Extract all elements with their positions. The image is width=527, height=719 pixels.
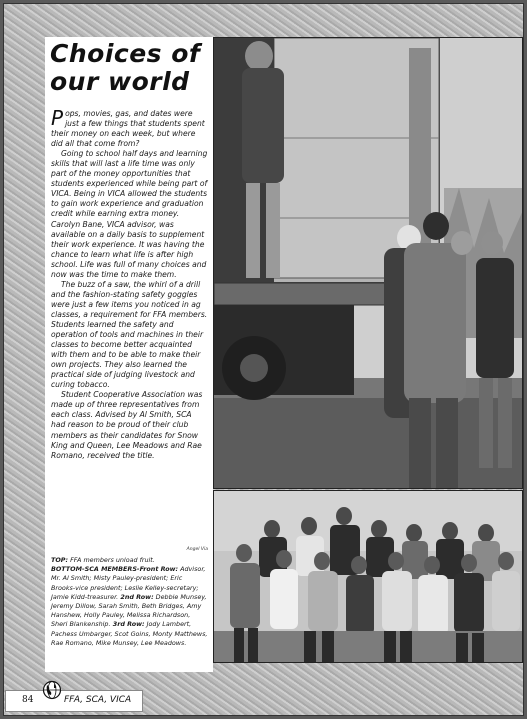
section-label: FFA, SCA, VICA xyxy=(64,695,132,705)
top-photo-illustration xyxy=(214,38,523,489)
caption-row3: Jody Lambert, Pachess Umbarger, Scot Goins, Monty Matthews, Rae Romano, Mike Munsey, Lee Meadows. xyxy=(51,620,208,647)
bottom-photo xyxy=(213,490,523,663)
top-photo xyxy=(213,37,523,489)
caption-row2: Debbie Munsey, Jeremy Dillow, Sarah Smith, Beth Bridges, Amy Hanshew, Holly Pauley, Melissa Richardson, Sheri Blankenship. xyxy=(51,592,207,629)
bottom-photo-illustration xyxy=(214,491,523,663)
photo-caption xyxy=(51,556,208,648)
page-number: 84 xyxy=(22,695,34,705)
paragraph-1: Pops, movies, gas, and dates were just a few things that students spent their money on each week, but where did all that come from? xyxy=(51,106,205,149)
paragraph-3: The buzz of a saw, the whirl of a drill and the fashion-stating safety goggles were just a few items you noticed in ag classes, a requirement for FFA members. Students learned the safety and operation of tools and machines in their classes to become better acquainted with them and to be able to make their own projects. They also learned the practical side of judging livestock and curing tobacco. xyxy=(51,279,208,390)
caption-row2-label: 2nd Row: xyxy=(118,592,154,601)
caption-top-text: FFA members unload fruit. xyxy=(68,556,155,564)
globe-icon xyxy=(42,680,62,700)
caption-front-row: Advisor, Mr. Al Smith; Misty Pauley-president; Eric Brooks-vice president; Leslie Kelley-secretary; Jamie Kidd-treasurer. xyxy=(51,565,206,601)
caption-row3-label: 3rd Row: xyxy=(110,620,145,629)
page-title: Choices of our world xyxy=(50,39,201,96)
paragraph-4: Student Cooperative Association was made up of three representatives from each class. Advised by Al Smith, SCA had reason to be proud of their club members as their candidates for Snow King and Queen, Lee Meadows and Rae Romano, received the title. xyxy=(51,390,203,460)
paragraph-2: Going to school half days and learning skills that will last a life time was only part of the money opportunities that students experienced while being part of VICA. Being in VICA allowed the students to gain work experience and graduation credit while earning extra money. Carolyn Bane, VICA advisor, was available on a daily basis to supplement their work experience. It was having the chance to learn what life is after high school. Life was full of many choices and now was the time to make them. xyxy=(51,149,208,279)
drop-cap: P xyxy=(51,106,64,130)
article-body xyxy=(51,106,208,461)
caption-bottom-label: BOTTOM-SCA MEMBERS-Front Row: xyxy=(51,565,179,574)
caption-top-label: TOP: xyxy=(51,556,69,564)
photo-credit: Angel Via xyxy=(186,547,208,552)
